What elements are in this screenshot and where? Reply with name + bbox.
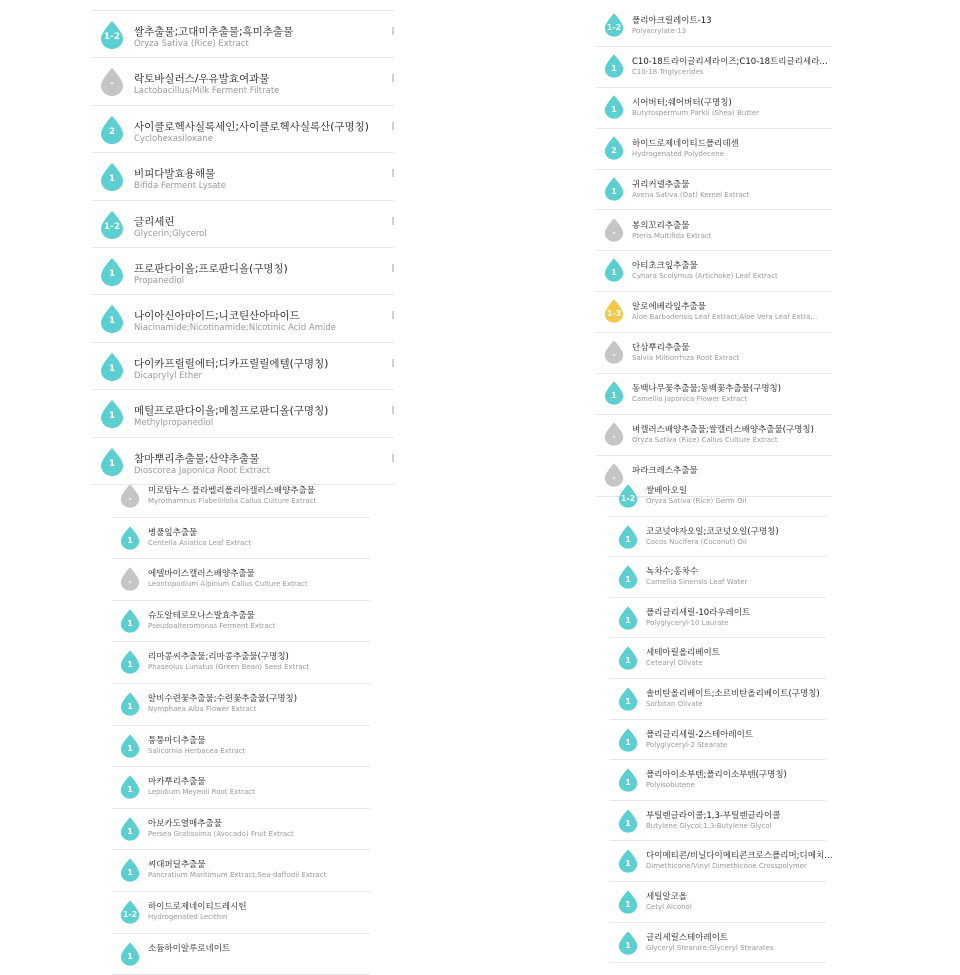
row-edge-mark — [392, 359, 394, 367]
ingredient-row[interactable] — [92, 58, 394, 105]
ingredient-row[interactable] — [112, 726, 370, 768]
ingredient-english-name: Dicaprylyl Ether — [134, 370, 202, 381]
ingredient-korean-name: 다이카프릴릴에터;디카프릴릴에텔(구명칭) — [134, 357, 329, 370]
ewg-grade-label: 1 — [625, 940, 631, 950]
ingredient-panel-3 — [596, 6, 832, 482]
ewg-grade-drop-icon — [100, 305, 124, 333]
ewg-grade-drop-icon — [604, 340, 624, 364]
ewg-grade-drop-icon — [120, 900, 140, 924]
ingredient-korean-name: 락토바실러스/우유발효여과물 — [134, 73, 270, 86]
ingredient-row[interactable] — [596, 129, 832, 170]
ewg-grade-drop-icon — [618, 525, 638, 549]
ingredient-row[interactable] — [610, 557, 826, 598]
ewg-grade-drop-icon — [100, 353, 124, 381]
ingredient-row[interactable] — [610, 841, 833, 882]
ingredient-korean-name: 부틸렌글라이콜;1,3-부틸렌글라이콜 — [646, 810, 781, 821]
row-edge-mark — [392, 217, 394, 225]
ewg-grade-label: 1 — [611, 186, 617, 196]
ingredient-english-name: Camellia Sinensis Leaf Water — [646, 578, 748, 587]
ewg-grade-drop-icon — [604, 136, 624, 160]
ingredient-korean-name: 파라크레스추출물 — [632, 465, 698, 476]
ingredient-row[interactable] — [596, 415, 832, 456]
ewg-grade-label: 1 — [127, 826, 133, 836]
ingredient-row[interactable] — [610, 476, 826, 517]
ingredient-english-name: Cocos Nucifera (Coconut) Oil — [646, 537, 747, 546]
ewg-grade-label: 1 — [625, 697, 631, 706]
ingredient-row[interactable] — [610, 801, 826, 842]
ewg-grade-label: 1-2 — [103, 221, 121, 232]
ewg-grade-drop-icon — [604, 54, 624, 78]
ingredient-row[interactable] — [112, 642, 370, 684]
ewg-grade-drop-icon — [618, 646, 638, 670]
ingredient-english-name: Salvia Miltiorrhiza Root Extract — [632, 354, 740, 363]
ingredient-row[interactable] — [112, 892, 370, 934]
ewg-grade-label: 1 — [127, 535, 133, 545]
ingredient-korean-name: 솔비탄올리베이트;소르비탄올리베이트(구명칭) — [646, 689, 820, 699]
ewg-grade-drop-icon — [604, 95, 624, 119]
ewg-grade-label: 1 — [611, 391, 617, 401]
ingredient-english-name: Niacinamide;Nicotinamide;Nicotinic Acid Amide — [134, 323, 336, 334]
ingredient-row[interactable] — [92, 106, 394, 153]
ewg-grade-drop-icon — [100, 448, 124, 476]
ingredient-row[interactable] — [92, 11, 394, 58]
ewg-grade-drop-icon — [120, 526, 140, 550]
ingredient-english-name: Glyceryl Stearate;Glyceryl Stearates — [646, 943, 774, 952]
row-edge-mark — [392, 311, 394, 319]
ingredient-english-name: Butyrospermum Parkii (Shea) Butter — [632, 108, 759, 117]
ewg-grade-drop-icon — [120, 734, 140, 758]
ewg-grade-label: 2 — [108, 126, 116, 137]
ewg-grade-label: 1 — [625, 656, 631, 666]
ingredient-row[interactable] — [112, 476, 370, 518]
ingredient-row[interactable] — [610, 720, 826, 761]
ewg-grade-label: - — [612, 350, 616, 360]
ingredient-row[interactable] — [92, 343, 394, 390]
ewg-grade-drop-icon — [120, 484, 140, 508]
ingredient-english-name: Camellia Japonica Flower Extract — [632, 395, 747, 404]
ewg-grade-label: 1-2 — [103, 32, 121, 42]
ingredient-korean-name: 슈도알테로모나스발효추출물 — [148, 610, 255, 621]
ingredient-row[interactable] — [92, 153, 394, 200]
ewg-grade-drop-icon — [120, 692, 140, 716]
ingredient-english-name: Glycerin;Glycerol — [134, 228, 207, 239]
ingredient-row[interactable] — [596, 211, 832, 252]
ingredient-korean-name: 프로판다이올;프로판디올(구명칭) — [134, 263, 288, 275]
ingredient-english-name: Cetyl Alcohol — [646, 903, 692, 911]
ingredient-english-name: Bifida Ferment Lysate — [134, 181, 226, 192]
ingredient-row[interactable] — [112, 850, 370, 892]
ewg-grade-label: - — [612, 472, 616, 482]
ingredient-row[interactable] — [596, 333, 832, 374]
ingredient-row[interactable] — [596, 170, 832, 211]
ingredient-english-name: Oryza Sativa (Rice) Germ Oil — [646, 497, 747, 505]
ingredient-english-name: Polyglyceryl-2 Stearate — [646, 740, 728, 749]
ewg-grade-label: 1 — [625, 534, 631, 544]
ewg-grade-label: 1 — [625, 737, 631, 747]
ingredient-korean-name: 벼캘러스배양추출물;쌀캘러스배양추출물(구명칭) — [632, 425, 814, 435]
ingredient-korean-name: 알비수련꽃추출물;수련꽃추출물(구명칭) — [148, 694, 298, 704]
ingredient-row[interactable] — [610, 679, 826, 720]
ingredient-row[interactable] — [610, 760, 826, 801]
ingredient-korean-name: 아티초크잎추출물 — [632, 261, 698, 272]
ingredient-row[interactable] — [596, 88, 832, 129]
ingredient-korean-name: 하이드로제네이티드레시틴 — [148, 902, 247, 912]
ewg-grade-drop-icon — [120, 858, 140, 882]
ewg-grade-label: 1-2 — [620, 494, 636, 503]
ewg-grade-drop-icon — [604, 299, 624, 323]
ingredient-korean-name: 사이클로헥사실록세인;사이클로헥사실록산(구명칭) — [134, 120, 369, 133]
ewg-grade-label: - — [128, 577, 132, 587]
ingredient-korean-name: 단삼뿌리추출물 — [632, 343, 690, 354]
ingredient-row[interactable] — [596, 251, 832, 292]
ingredient-english-name: Salicornia Herbacea Extract — [148, 746, 246, 755]
ewg-grade-drop-icon — [604, 218, 624, 242]
ewg-grade-label: 1 — [625, 818, 631, 828]
ingredient-row[interactable] — [610, 638, 826, 679]
ingredient-korean-name: 폴리아이소부텐;폴리이소부텐(구명칭) — [646, 770, 787, 781]
ewg-grade-drop-icon — [100, 211, 124, 239]
row-edge-mark — [392, 27, 394, 35]
ingredient-english-name: Leontopodium Alpinum Callus Culture Extract — [148, 580, 308, 589]
ingredient-row[interactable] — [596, 47, 832, 88]
ewg-grade-label: 1-2 — [606, 23, 622, 32]
ingredient-english-name: Oryza Sativa (Rice) Extract — [134, 39, 249, 49]
ewg-grade-label: 1 — [625, 615, 631, 625]
ingredient-english-name: Polyacrylate-13 — [632, 27, 687, 35]
row-edge-mark — [392, 454, 394, 462]
ingredient-korean-name: 폴리글리세릴-2스테아레이트 — [646, 729, 754, 740]
ewg-grade-label: 1 — [108, 411, 116, 422]
ewg-grade-drop-icon — [100, 163, 124, 191]
ingredient-english-name: Butylene Glycol;1,3-Butylene Glycol — [646, 821, 772, 830]
ingredient-english-name: Avena Sativa (Oat) Kernel Extract — [632, 190, 750, 199]
ingredient-row[interactable] — [596, 292, 832, 333]
ingredient-english-name: Methylpropanediol — [134, 418, 214, 429]
ingredient-english-name: Cyclohexasiloxane — [134, 133, 213, 144]
ewg-grade-drop-icon — [604, 422, 624, 446]
ewg-grade-drop-icon — [120, 817, 140, 841]
ewg-grade-drop-icon — [618, 809, 638, 833]
ewg-grade-drop-icon — [618, 687, 638, 711]
ewg-grade-label: 1 — [127, 743, 133, 753]
ingredient-korean-name: 소듐하이알루로네이트 — [148, 943, 231, 954]
ingredient-english-name: Nymphaea Alba Flower Extract — [148, 705, 257, 713]
ingredient-english-name: Propanediol — [134, 276, 185, 286]
ingredient-row[interactable] — [610, 923, 826, 964]
ingredient-korean-name: 쌀배아오일 — [646, 486, 688, 496]
ingredient-korean-name: 알로에베라잎추출물 — [632, 302, 706, 313]
ingredient-korean-name: 병풀잎추출물 — [148, 527, 198, 538]
ewg-grade-drop-icon — [100, 68, 124, 96]
ewg-grade-drop-icon — [100, 116, 124, 144]
ingredient-row[interactable] — [92, 295, 394, 342]
row-edge-mark — [392, 169, 394, 177]
ewg-grade-drop-icon — [120, 942, 140, 966]
row-edge-mark — [392, 74, 394, 82]
ingredient-english-name: Cetearyl Olivate — [646, 659, 703, 668]
ewg-grade-label: 1 — [108, 363, 116, 374]
ingredient-english-name: Dimethicone/Vinyl Dimethicone Crosspolymer — [646, 862, 807, 871]
ingredient-row[interactable] — [610, 598, 826, 639]
ingredient-row[interactable] — [92, 390, 394, 437]
ingredient-english-name: C10-18 Triglycerides — [632, 67, 704, 76]
ingredient-korean-name: 하이드로제네이티드폴리데센 — [632, 138, 739, 149]
ingredient-row[interactable] — [112, 601, 370, 643]
ewg-grade-label: - — [128, 494, 132, 503]
ewg-grade-drop-icon — [618, 849, 638, 873]
ingredient-korean-name: 시어버터;쉐어버터(구명칭) — [632, 97, 732, 108]
row-edge-mark — [392, 264, 394, 272]
ingredient-korean-name: 글리세릴스테아레이트 — [646, 932, 729, 943]
ingredient-korean-name: 녹차수;홍차수 — [646, 567, 699, 578]
ingredient-english-name: Pseudoalteromonas Ferment Extract — [148, 621, 276, 630]
ewg-grade-drop-icon — [618, 890, 638, 914]
ewg-grade-label: 1 — [127, 660, 133, 670]
ewg-grade-drop-icon — [618, 606, 638, 630]
ingredient-english-name: Sorbitan Olivate — [646, 700, 703, 708]
ewg-grade-drop-icon — [604, 258, 624, 282]
ewg-grade-label: 1-2 — [122, 910, 138, 919]
ingredient-korean-name: 봉의꼬리추출물 — [632, 220, 690, 231]
ingredient-row[interactable] — [92, 248, 394, 295]
ingredient-english-name: Phaseolus Lunatus (Green Bean) Seed Extract — [148, 663, 310, 672]
ewg-grade-label: 1 — [108, 174, 116, 185]
ingredient-korean-name: 세틸알코올 — [646, 892, 688, 902]
row-edge-mark — [392, 406, 394, 414]
ingredient-row[interactable] — [610, 882, 826, 923]
ingredient-korean-name: 나이아신아마이드;니코틴산아마이드 — [134, 310, 300, 323]
ewg-grade-drop-icon — [120, 609, 140, 633]
ingredient-english-name: Persea Gratissima (Avocado) Fruit Extract — [148, 829, 294, 838]
ingredient-row[interactable] — [112, 934, 370, 975]
ingredient-korean-name: 리마콩씨추출물;리마콩추출물(구명칭) — [148, 652, 289, 663]
ewg-grade-drop-icon — [604, 13, 624, 37]
ingredient-korean-name: 씨대퍼딜추출물 — [148, 860, 206, 871]
ingredient-panel-1 — [92, 10, 394, 474]
ingredient-english-name: Polyglyceryl-10 Laurate — [646, 618, 729, 627]
ewg-grade-label: 1 — [127, 868, 133, 878]
ingredient-english-name: Pancratium Maritimum Extract;Sea-daffodil Extract — [148, 871, 327, 880]
ingredient-korean-name: 코코넛야자오일;코코넛오일(구명칭) — [646, 526, 779, 537]
ingredient-english-name: Lactobacillus/Milk Ferment Filtrate — [134, 86, 280, 97]
ewg-grade-drop-icon — [618, 484, 638, 508]
ingredient-row[interactable] — [112, 809, 370, 851]
ingredient-english-name: Centella Asiatica Leaf Extract — [148, 538, 251, 547]
ingredient-panel-2 — [112, 476, 370, 961]
ingredient-row[interactable] — [610, 517, 826, 558]
ewg-grade-label: 1 — [625, 575, 631, 585]
ingredient-row[interactable] — [112, 559, 370, 601]
ewg-grade-label: 1 — [108, 458, 116, 469]
ingredient-english-name: Pteris Multifida Extract — [632, 231, 712, 240]
ewg-grade-drop-icon — [100, 258, 124, 286]
ewg-grade-label: 1 — [611, 268, 617, 278]
ingredient-korean-name: 에델바이스캘러스배양추출물 — [148, 569, 255, 580]
ingredient-korean-name: 미로탐누스 플라벨리폴리아캘러스배양추출물 — [148, 486, 315, 496]
ewg-grade-label: 1-3 — [606, 309, 622, 319]
ingredient-korean-name: 쌀추출물;고대미추출물;흑미추출물 — [134, 26, 294, 38]
ewg-grade-drop-icon — [100, 21, 124, 49]
ingredient-english-name: Dioscorea Japonica Root Extract — [134, 465, 270, 476]
ingredient-korean-name: 마카뿌리추출물 — [148, 777, 206, 788]
ewg-grade-drop-icon — [618, 728, 638, 752]
ewg-grade-label: 1 — [611, 63, 617, 73]
ingredient-korean-name: 아보카도열매추출물 — [148, 818, 222, 829]
ingredient-panel-4 — [610, 476, 833, 952]
ewg-grade-drop-icon — [604, 381, 624, 405]
ewg-grade-label: 1 — [127, 618, 133, 628]
ewg-grade-drop-icon — [618, 768, 638, 792]
ewg-grade-drop-icon — [100, 400, 124, 428]
ingredient-korean-name: 메틸프로판다이올;메칠프로판디올(구명칭) — [134, 405, 329, 418]
ingredient-english-name: Oryza Sativa (Rice) Callus Culture Extract — [632, 436, 778, 444]
ewg-grade-drop-icon — [120, 775, 140, 799]
ingredient-korean-name: C10-18트라이글리세라이즈;C10-18트리글리세라… — [632, 56, 828, 67]
ewg-grade-label: - — [612, 432, 616, 441]
ewg-grade-label: 1 — [108, 269, 116, 279]
ingredient-english-name: Hydrogenated Polydecene — [632, 149, 725, 158]
ewg-grade-label: 1 — [611, 104, 617, 114]
ingredient-korean-name: 세테아릴올리베이트 — [646, 648, 720, 659]
ingredient-korean-name: 귀리커넬추출물 — [632, 179, 690, 190]
ewg-grade-label: 2 — [611, 145, 617, 155]
ingredient-english-name: Myrothamnus Flabellifolia Callus Culture Extract — [148, 497, 317, 505]
ingredient-english-name: Cynara Scolymus (Artichoke) Leaf Extract — [632, 272, 778, 281]
ingredient-english-name: Hydrogenated Lecithin — [148, 913, 228, 921]
ewg-grade-label: 1 — [127, 702, 133, 711]
ingredient-korean-name: 퉁퉁마디추출물 — [148, 735, 206, 746]
ewg-grade-label: 1 — [625, 900, 631, 909]
row-edge-mark — [392, 122, 394, 130]
ingredient-korean-name: 참마뿌리추출물;산약추출물 — [134, 452, 260, 465]
ingredient-korean-name: 동백나무꽃추출물;동백꽃추출물(구명칭) — [632, 384, 782, 395]
ewg-grade-label: 1 — [108, 316, 116, 327]
ingredient-korean-name: 다이메티콘/비닐다이메티콘크로스폴리머;디메치… — [646, 851, 833, 862]
ingredient-english-name: Lepidium Meyenii Root Extract — [148, 788, 255, 797]
ingredient-korean-name: 폴리아크릴레이트-13 — [632, 16, 712, 26]
ingredient-row[interactable] — [112, 518, 370, 560]
ewg-grade-label: 1 — [127, 785, 133, 795]
ingredient-korean-name: 글리세린 — [134, 215, 175, 228]
ewg-grade-label: - — [612, 227, 616, 237]
ingredient-row[interactable] — [596, 6, 832, 47]
ewg-grade-label: 1 — [625, 859, 631, 869]
ingredient-korean-name: 비피다발효용해물 — [134, 168, 216, 181]
ewg-grade-drop-icon — [120, 567, 140, 591]
ewg-grade-drop-icon — [618, 931, 638, 955]
ingredient-english-name: Polyisobutene — [646, 781, 695, 790]
ewg-grade-drop-icon — [618, 565, 638, 589]
ewg-grade-label: 1 — [127, 951, 133, 961]
ingredient-row[interactable] — [596, 374, 832, 415]
ingredient-korean-name: 폴리글리세릴-10라우레이트 — [646, 607, 751, 618]
ewg-grade-label: - — [110, 79, 114, 90]
ewg-grade-label: 1 — [625, 778, 631, 788]
ingredient-row[interactable] — [92, 201, 394, 248]
ingredient-row[interactable] — [112, 684, 370, 726]
ingredient-english-name: Aloe Barbadensis Leaf Extract;Aloe Vera Leaf Extra… — [632, 313, 818, 322]
ewg-grade-drop-icon — [120, 650, 140, 674]
ewg-grade-drop-icon — [604, 177, 624, 201]
ingredient-row[interactable] — [112, 767, 370, 809]
